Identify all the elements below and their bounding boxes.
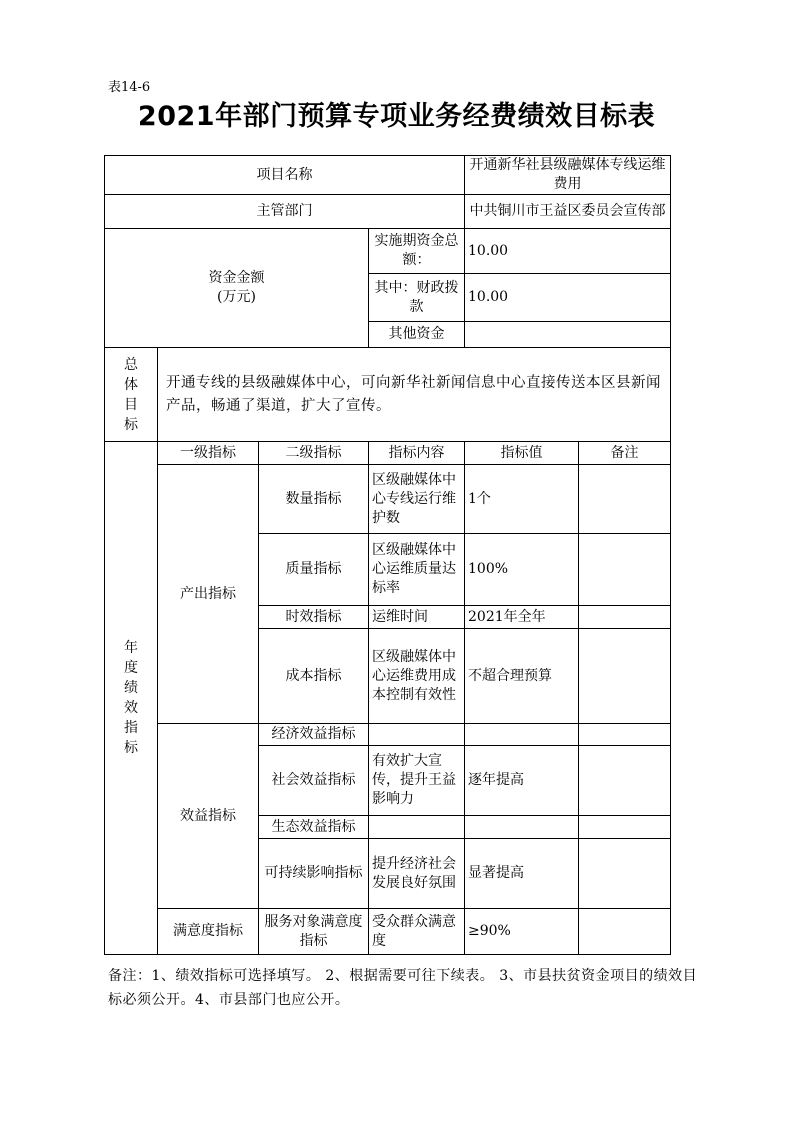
header-note: 备注 <box>579 442 671 465</box>
indicator-content: 受众群众满意度 <box>369 909 465 955</box>
indicator-note <box>579 839 671 909</box>
indicator-value: 逐年提高 <box>465 746 579 816</box>
indicator-name: 可持续影响指标 <box>259 839 369 909</box>
indicator-name: 社会效益指标 <box>259 746 369 816</box>
indicator-content: 区级融媒体中心运维质量达标率 <box>369 534 465 606</box>
indicator-note <box>579 534 671 606</box>
row-overall-goal <box>105 348 671 442</box>
table-number: 表14-6 <box>108 80 151 95</box>
indicator-content <box>369 816 465 839</box>
indicator-name: 服务对象满意度指标 <box>259 909 369 955</box>
funds-total-label: 实施期资金总额： <box>369 229 465 274</box>
indicator-content: 运维时间 <box>369 606 465 629</box>
indicator-name: 时效指标 <box>259 606 369 629</box>
project-name-label: 项目名称 <box>105 156 465 195</box>
header-level1: 一级指标 <box>158 442 259 465</box>
table-row <box>105 724 671 746</box>
header-content: 指标内容 <box>369 442 465 465</box>
indicator-content: 有效扩大宣传，提升王益影响力 <box>369 746 465 816</box>
header-level2: 二级指标 <box>259 442 369 465</box>
indicator-content: 提升经济社会发展良好氛围 <box>369 839 465 909</box>
funds-total-value: 10.00 <box>465 229 671 274</box>
row-project-name <box>105 156 671 195</box>
indicator-value <box>465 816 579 839</box>
indicator-value: 1个 <box>465 465 579 534</box>
indicator-note <box>579 606 671 629</box>
indicator-note <box>579 816 671 839</box>
indicator-note <box>579 746 671 816</box>
annual-indicators-label: 年度绩效指标 <box>124 640 138 756</box>
project-name-value: 开通新华社县级融媒体专线运维费用 <box>465 156 671 195</box>
indicator-value <box>465 724 579 746</box>
funds-other-value <box>465 322 671 348</box>
benefit-indicators-label: 效益指标 <box>158 724 259 909</box>
indicator-name: 质量指标 <box>259 534 369 606</box>
indicator-value: 不超合理预算 <box>465 629 579 724</box>
header-value: 指标值 <box>465 442 579 465</box>
table-row <box>105 909 671 955</box>
funds-other-label: 其他资金 <box>369 322 465 348</box>
satisfaction-indicators-label: 满意度指标 <box>158 909 259 955</box>
indicator-content: 区级融媒体中心运维费用成本控制有效性 <box>369 629 465 724</box>
indicator-content: 区级融媒体中心专线运行维护数 <box>369 465 465 534</box>
indicator-name: 数量指标 <box>259 465 369 534</box>
overall-goal-label: 总体目标 <box>124 356 138 433</box>
indicator-name: 经济效益指标 <box>259 724 369 746</box>
funds-unit: (万元) <box>217 289 256 305</box>
indicator-name: 生态效益指标 <box>259 816 369 839</box>
document-title: 2021年部门预算专项业务经费绩效目标表 <box>137 101 656 132</box>
overall-goal-text: 开通专线的县级融媒体中心，可向新华社新闻信息中心直接传送本区县新闻产品，畅通了渠道，扩大了宣传。 <box>158 348 671 442</box>
annual-indicators-label-cell <box>105 442 158 955</box>
indicator-value: ≥90% <box>465 909 579 955</box>
indicator-name: 成本指标 <box>259 629 369 724</box>
funds-label: 资金金额 <box>208 270 265 286</box>
department-value: 中共铜川市王益区委员会宣传部 <box>465 195 671 229</box>
row-funds-total <box>105 229 671 274</box>
indicator-content <box>369 724 465 746</box>
overall-goal-label-cell <box>105 348 158 442</box>
indicator-value: 100% <box>465 534 579 606</box>
funds-label-cell <box>105 229 369 348</box>
row-indicator-headers <box>105 442 671 465</box>
indicator-value: 2021年全年 <box>465 606 579 629</box>
funds-fiscal-value: 10.00 <box>465 274 671 322</box>
table-row <box>105 465 671 534</box>
footnote: 备注：1、绩效指标可选择填写。 2、根据需要可往下续表。 3、市县扶贫资金项目的绩效目标必须公开。4、市县部门也应公开。 <box>108 968 698 1008</box>
indicator-note <box>579 629 671 724</box>
row-department <box>105 195 671 229</box>
indicator-note <box>579 909 671 955</box>
performance-table <box>104 155 671 955</box>
department-label: 主管部门 <box>105 195 465 229</box>
output-indicators-label: 产出指标 <box>158 465 259 724</box>
funds-fiscal-label: 其中：财政拨款 <box>369 274 465 322</box>
indicator-value: 显著提高 <box>465 839 579 909</box>
indicator-note <box>579 724 671 746</box>
indicator-note <box>579 465 671 534</box>
